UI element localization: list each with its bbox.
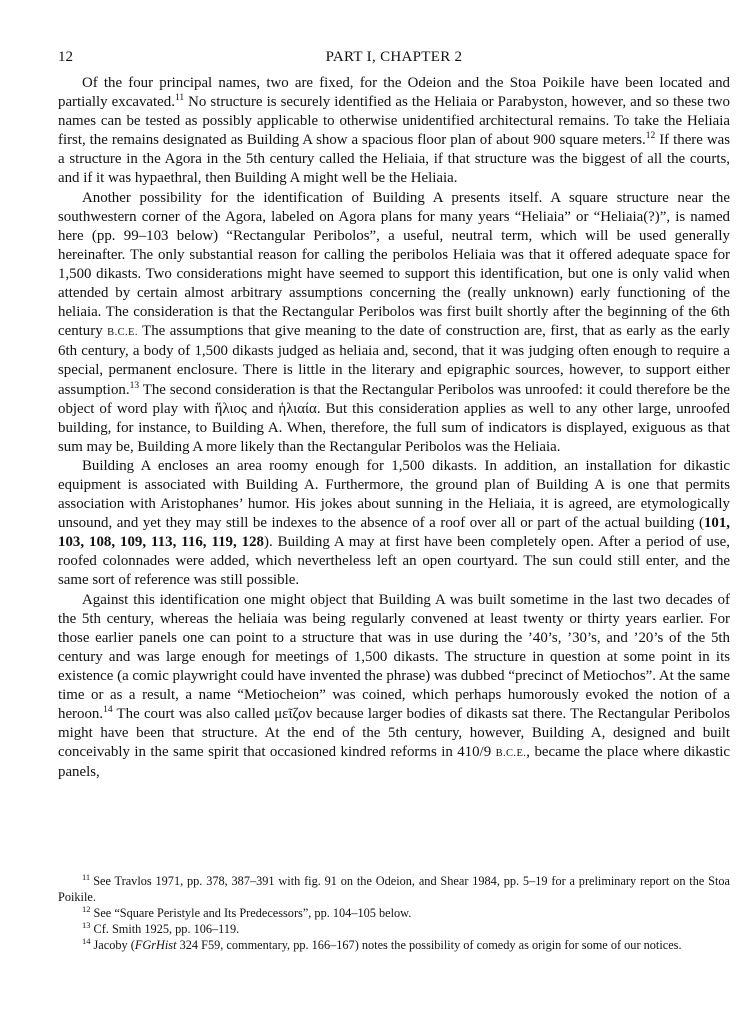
footnote-ref-12: 12	[645, 131, 656, 142]
footnote-ref-13: 13	[129, 380, 140, 391]
testimonia-references: 101, 103, 108, 109, 113, 116, 119, 128	[58, 515, 730, 551]
footnote-ref-11: 11	[174, 93, 185, 104]
footnote-number: 13	[82, 920, 91, 931]
greek-word: ἥλιος	[214, 400, 247, 417]
paragraph-3	[58, 457, 730, 591]
footnote-text: Jacoby (	[93, 938, 135, 953]
era-abbreviation: B.C.E.	[495, 748, 527, 760]
paragraph-text: and	[246, 400, 279, 417]
paragraph-text: Building A encloses an area roomy enough for 1,500 dikasts. In addition, an installation for dikastic equipment is associated with Building A. Furthermore, the ground plan of Building A is one that permits association with Aristophanes’ humor. His jokes about sunning in the Heliaia, it is agreed, are etymologically unsound, and yet they may still be indexes to the absence of a roof over all or part of the actual building (	[58, 457, 730, 532]
paragraph-text: because larger bodies of dikasts sat there. The Rectangular Peribolos might have been that structure. At the end of the 5th century, however, Building A, designed and built conceivably in the same spirit that occasioned kindred reforms in 410/9	[58, 706, 730, 761]
greek-word: ἡλιαία	[278, 400, 317, 417]
paragraph-text: The second consideration is that the Rectangular Peribolos was unroofed: it could therefore be the object of word play with	[58, 381, 730, 417]
page-number: 12	[58, 49, 73, 65]
paragraph-2	[58, 189, 730, 457]
footnote-text: Cf. Smith 1925, pp. 106–119.	[93, 922, 240, 937]
paragraph-text: Of the four principal names, two are fixed, for the Odeion and the Stoa Poikile have been located and partially excavated.	[58, 75, 730, 111]
body-text	[58, 74, 730, 782]
footnote-number: 12	[82, 904, 91, 915]
paragraph-1	[58, 74, 730, 189]
paragraph-text: The assumptions that give meaning to the date of construction are, first, that as early as the early 6th century, a body of 1,500 dikasts judged as heliaia and, second, that it was judging often enough to require a special, permanent enclosure. There is little in the literary and epigraphic sources, however, to support either assumption.	[58, 323, 730, 398]
footnote-text: 324 F59, commentary, pp. 166–167) notes the possibility of comedy as origin for some of our notices.	[176, 938, 682, 953]
paragraph-4	[58, 591, 730, 783]
era-abbreviation: B.C.E.	[107, 327, 138, 339]
running-head	[58, 49, 730, 69]
footnote-text: See “Square Peristyle and Its Predecessors”, pp. 104–105 below.	[93, 906, 412, 921]
footnote-12	[58, 905, 730, 921]
footnote-text: See Travlos 1971, pp. 378, 387–391 with fig. 91 on the Odeion, and Shear 1984, pp. 5–19 for a preliminary report on the Stoa Poikile.	[58, 874, 730, 905]
paragraph-text: The court was also called	[112, 706, 275, 723]
paragraph-text: No structure is securely identified as the Heliaia or Parabyston, however, and so these two names can be tested as possibly applicable to otherwise unidentified architectural remains. To take the Heliaia first, the remains designated as Building A show a spacious floor plan of about 900 square meters.	[58, 94, 730, 149]
paragraph-text: Another possibility for the identification of Building A presents itself. A square structure near the southwestern corner of the Agora, labeled on Agora plans for many years “Heliaia” or “Heliaia(?)”, is named here (pp. 99–103 below) “Rectangular Peribolos”, a useful, neutral term, which will be used generally hereinafter. The only substantial reason for calling the peribolos Heliaia was that it offered adequate space for 1,500 dikasts. Two considerations might have seemed to support this identification, but one is only valid when attended by certain almost arbitrary assumptions concerning the (really unknown) early functioning of the heliaia. The consideration is that the Rectangular Peribolos was first built shortly after the beginning of the 6th century	[58, 189, 730, 340]
work-title: FGrHist	[134, 938, 177, 953]
footnote-13	[58, 921, 730, 937]
paragraph-text: If there was a structure in the Agora in the 5th century called the Heliaia, if that structure was the biggest of all the courts, and if it was hypaethral, then Building A might well be the Heliaia.	[58, 132, 730, 187]
paragraph-text: . But this consideration applies as well to any other large, unroofed building, for instance, to Building A. When, therefore, the full sum of indicators is displayed, exiguous as that sum may be, Building A more likely than the Rectangular Peribolos was the Heliaia.	[58, 400, 730, 455]
paragraph-text: , became the place where dikastic panels,	[58, 744, 731, 781]
footnote-number: 14	[82, 936, 91, 947]
paragraph-text: Against this identification one might object that Building A was built sometime in the last two decades of the 5th century, whereas the heliaia was being regularly convened at least twenty or thirty years earlier. For those earlier panels one can point to a structure that was in use during the ’40’s, ’30’s, and ’20’s of the 5th century and was large enough for meetings of 1,500 dikasts. The structure in question at some point in its existence (a comic playwright could have invented the phrase) was dubbed “precinct of Metiochos”. At the same time or as a result, a name “Metiocheion” was coined, which perhaps humorously evoked the notion of a heroon.	[58, 591, 730, 723]
footnote-number: 11	[82, 871, 91, 882]
footnote-11	[58, 873, 730, 905]
chapter-title: PART I, CHAPTER 2	[325, 49, 463, 65]
footnote-14	[58, 937, 730, 953]
footnote-ref-14: 14	[103, 705, 113, 716]
greek-word: μεῖζον	[274, 706, 313, 723]
footnotes	[58, 873, 730, 953]
paragraph-text: ). Building A may at first have been completely open. After a period of use, roofed colonnades were added, which nevertheless left an open courtyard. The sun could still enter, and the same sort of reference was still possible.	[58, 534, 731, 589]
